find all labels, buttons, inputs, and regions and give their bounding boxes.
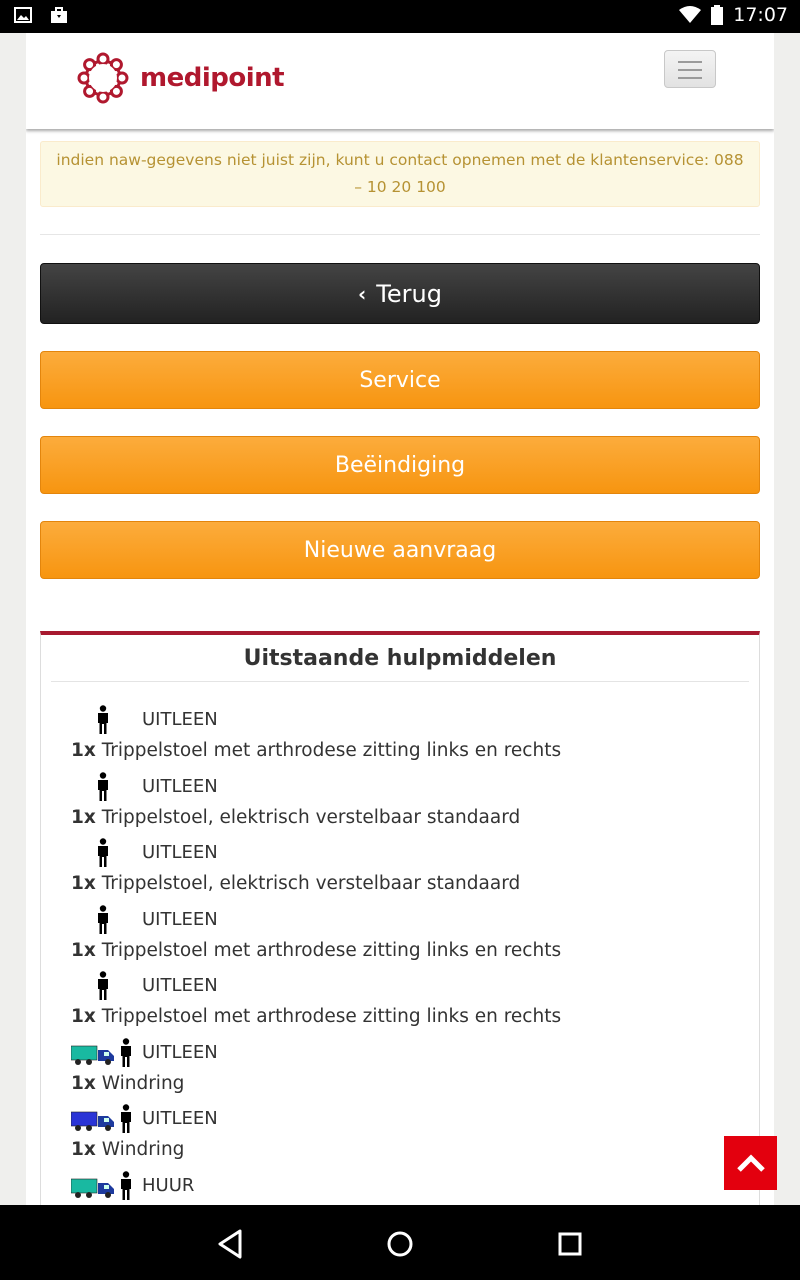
list-item	[71, 1102, 751, 1169]
item-description: Windring	[101, 1072, 185, 1094]
item-type: UITLEEN	[142, 842, 218, 863]
list-item	[71, 703, 751, 770]
site-header	[26, 33, 774, 129]
item-type-row	[71, 836, 471, 870]
back-button-label: Terug	[376, 279, 442, 308]
item-type: UITLEEN	[142, 1108, 218, 1129]
person-icon	[71, 772, 137, 802]
list-item	[71, 969, 751, 1036]
item-type-row	[71, 1102, 471, 1136]
item-type-row	[71, 903, 471, 937]
wifi-icon	[679, 6, 701, 24]
item-type: HUUR	[142, 1174, 195, 1196]
menu-bar-icon	[678, 61, 702, 63]
image-icon	[14, 6, 32, 24]
list-item	[71, 903, 751, 970]
item-description-row	[71, 740, 561, 761]
green-truck-icon person-icon	[71, 1171, 137, 1201]
new-request-button[interactable]	[40, 521, 760, 579]
item-description: Trippelstoel, elektrisch verstelbaar standaard	[101, 873, 521, 894]
panel-title: Uitstaande hulpmiddelen	[51, 645, 749, 682]
item-type: UITLEEN	[142, 975, 218, 996]
menu-toggle-button[interactable]	[664, 50, 716, 88]
aids-list	[71, 703, 751, 1205]
contact-alert: indien naw-gegevens niet juist zijn, kunt u contact opnemen met de klantenservice: 088 – 10 20 100	[40, 141, 760, 207]
scroll-to-top-button[interactable]	[724, 1136, 777, 1190]
new-request-button-label: Nieuwe aanvraag	[303, 537, 497, 563]
item-description: Trippelstoel met arthrodese zitting links en rechts	[101, 740, 562, 761]
outstanding-aids-panel	[40, 631, 760, 1205]
web-page	[26, 33, 774, 1205]
clock: 17:07	[733, 4, 788, 26]
green-truck-icon person-icon	[71, 1038, 137, 1068]
brand-logo[interactable]	[76, 51, 284, 105]
bag-icon	[50, 6, 68, 24]
battery-icon	[711, 5, 723, 25]
item-type-row	[71, 1036, 471, 1070]
brand-name: medipoint	[140, 63, 285, 93]
item-quantity: 1x	[71, 1072, 96, 1094]
item-description-row	[71, 1139, 184, 1160]
item-description: Trippelstoel met arthrodese zitting links en rechts	[101, 939, 562, 961]
item-quantity: 1x	[71, 1006, 96, 1027]
item-type-row	[71, 703, 471, 737]
divider	[40, 234, 760, 235]
person-icon	[71, 838, 137, 868]
person-icon	[71, 705, 137, 735]
item-type-row	[71, 770, 471, 804]
chevron-up-icon	[736, 1153, 766, 1173]
chevron-left-icon: ‹	[358, 281, 367, 306]
item-quantity: 1x	[71, 1139, 96, 1160]
list-item	[71, 770, 751, 837]
service-button-label: Service	[359, 367, 441, 393]
item-type: UITLEEN	[142, 775, 218, 797]
item-quantity: 1x	[71, 873, 96, 894]
item-type: UITLEEN	[142, 1041, 218, 1063]
status-bar	[0, 0, 800, 33]
person-icon	[71, 971, 137, 1001]
list-item	[71, 1169, 751, 1206]
item-quantity: 1x	[71, 806, 96, 828]
item-description-row	[71, 1006, 561, 1027]
blue-truck-icon person-icon	[71, 1104, 137, 1134]
system-navigation-bar	[0, 1205, 800, 1280]
item-type-row	[71, 1169, 471, 1203]
back-icon[interactable]	[214, 1227, 248, 1261]
termination-button-label: Beëindiging	[334, 452, 466, 478]
recents-icon[interactable]	[553, 1227, 587, 1261]
item-type-row	[71, 969, 471, 1003]
item-description-row	[71, 1073, 184, 1094]
item-description: Trippelstoel, elektrisch verstelbaar standaard	[101, 806, 521, 828]
item-description: Trippelstoel met arthrodese zitting links en rechts	[101, 1006, 562, 1027]
service-button[interactable]	[40, 351, 760, 409]
item-description: Windring	[101, 1139, 185, 1160]
item-quantity: 1x	[71, 939, 96, 961]
item-type: UITLEEN	[142, 709, 218, 730]
item-description-row	[71, 940, 561, 961]
list-item	[71, 1036, 751, 1103]
person-icon	[71, 905, 137, 935]
item-description-row	[71, 807, 520, 828]
menu-bar-icon	[678, 77, 702, 79]
medipoint-flower-logo-icon	[76, 51, 130, 105]
list-item	[71, 836, 751, 903]
back-button[interactable]	[40, 263, 760, 324]
item-type: UITLEEN	[142, 908, 218, 930]
home-icon[interactable]	[383, 1227, 417, 1261]
menu-bar-icon	[678, 69, 702, 71]
item-description-row	[71, 873, 520, 894]
termination-button[interactable]	[40, 436, 760, 494]
item-quantity: 1x	[71, 740, 96, 761]
